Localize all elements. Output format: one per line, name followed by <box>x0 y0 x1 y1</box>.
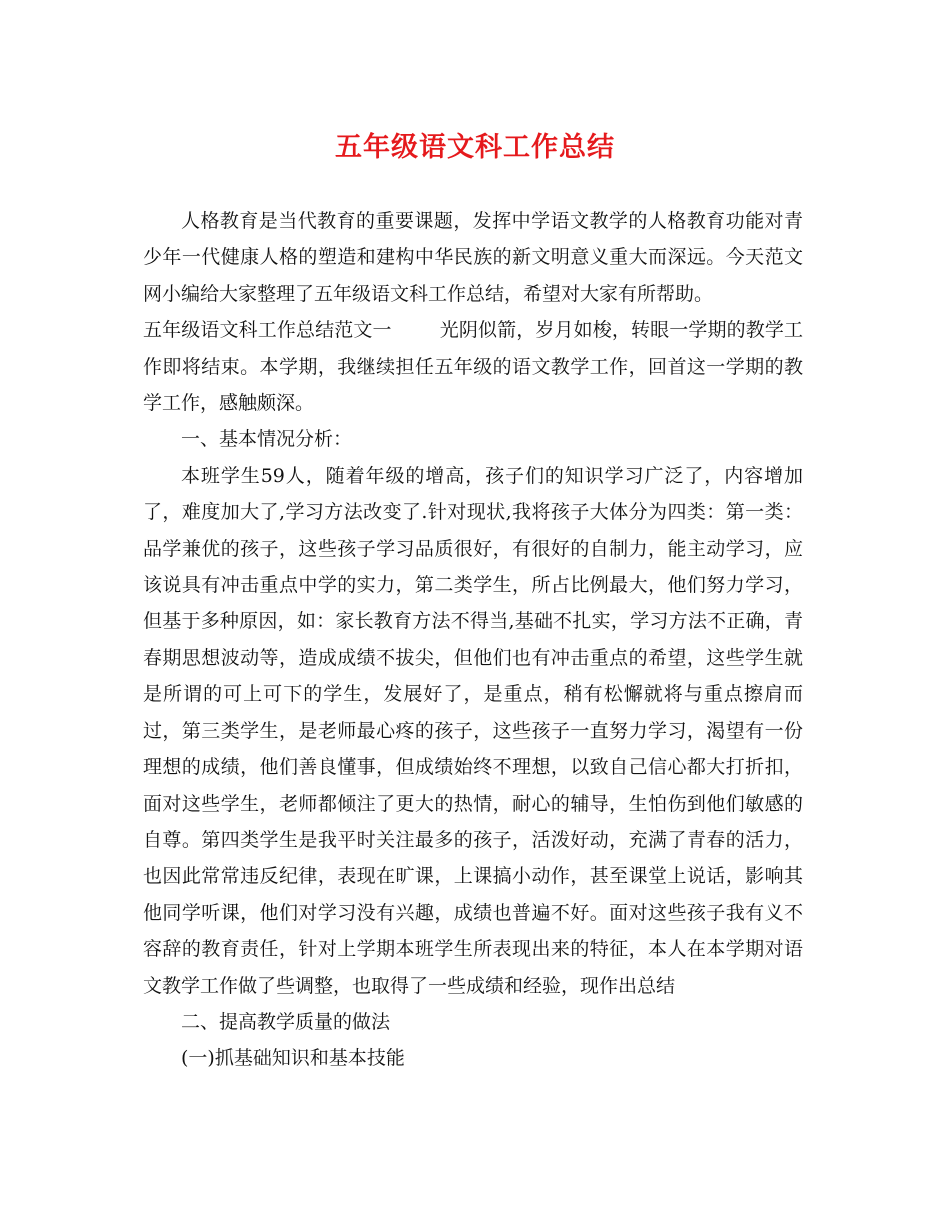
document-title: 五年级语文科工作总结 <box>335 132 615 163</box>
intro-paragraph: 人格教育是当代教育的重要课题，发挥中学语文教学的人格教育功能对青少年一代健康人格的塑造和建构中华民族的新文明意义重大而深远。今天范文网小编给大家整理了五年级语文科工作总结，希望对大家有所帮助。 <box>143 210 803 305</box>
sample-paragraph <box>143 312 803 421</box>
section1-body: 本班学生59人，随着年级的增高，孩子们的知识学习广泛了，内容增加了，难度加大了,学习方法改变了.针对现状,我将孩子大体分为四类：第一类：品学兼优的孩子，这些孩子学习品质很好，有很好的自制力，能主动学习，应该说具有冲击重点中学的实力，第二类学生，所占比例最大，他们努力学习，但基于多种原因，如：家长教育方法不得当,基础不扎实，学习方法不正确，青春期思想波动等，造成成绩不拔尖，但他们也有冲击重点的希望，这些学生就是所谓的可上可下的学生，发展好了，是重点，稍有松懈就将与重点擦肩而过，第三类学生，是老师最心疼的孩子，这些孩子一直努力学习，渴望有一份理想的成绩，他们善良懂事，但成绩始终不理想，以致自己信心都大打折扣，面对这些学生，老师都倾注了更大的热情，耐心的辅导，生怕伤到他们敏感的自尊。第四类学生是我平时关注最多的孩子，活泼好动，充满了青春的活力，也因此常常违反纪律，表现在旷课，上课搞小动作，甚至课堂上说话，影响其他同学听课，他们对学习没有兴趣，成绩也普遍不好。面对这些孩子我有义不容辞的教育责任，针对上学期本班学生所表现出来的特征，本人在本学期对语文教学工作做了些调整，也取得了一些成绩和经验，现作出总结 <box>143 464 803 997</box>
section2-heading: 二、提高教学质量的做法 <box>181 1010 391 1033</box>
sample-heading: 五年级语文科工作总结范文一 <box>143 319 392 342</box>
document-body <box>143 203 803 1077</box>
section1-heading: 一、基本情况分析： <box>181 428 353 451</box>
subsection1-heading: (一)抓基础知识和基本技能 <box>181 1047 405 1070</box>
sample-opening: 光阴似箭，岁月如梭，转眼一学期的教学工作即将结束。本学期，我继续担任五年级的语文教学工作，回首这一学期的教学工作，感触颇深。 <box>143 319 803 415</box>
